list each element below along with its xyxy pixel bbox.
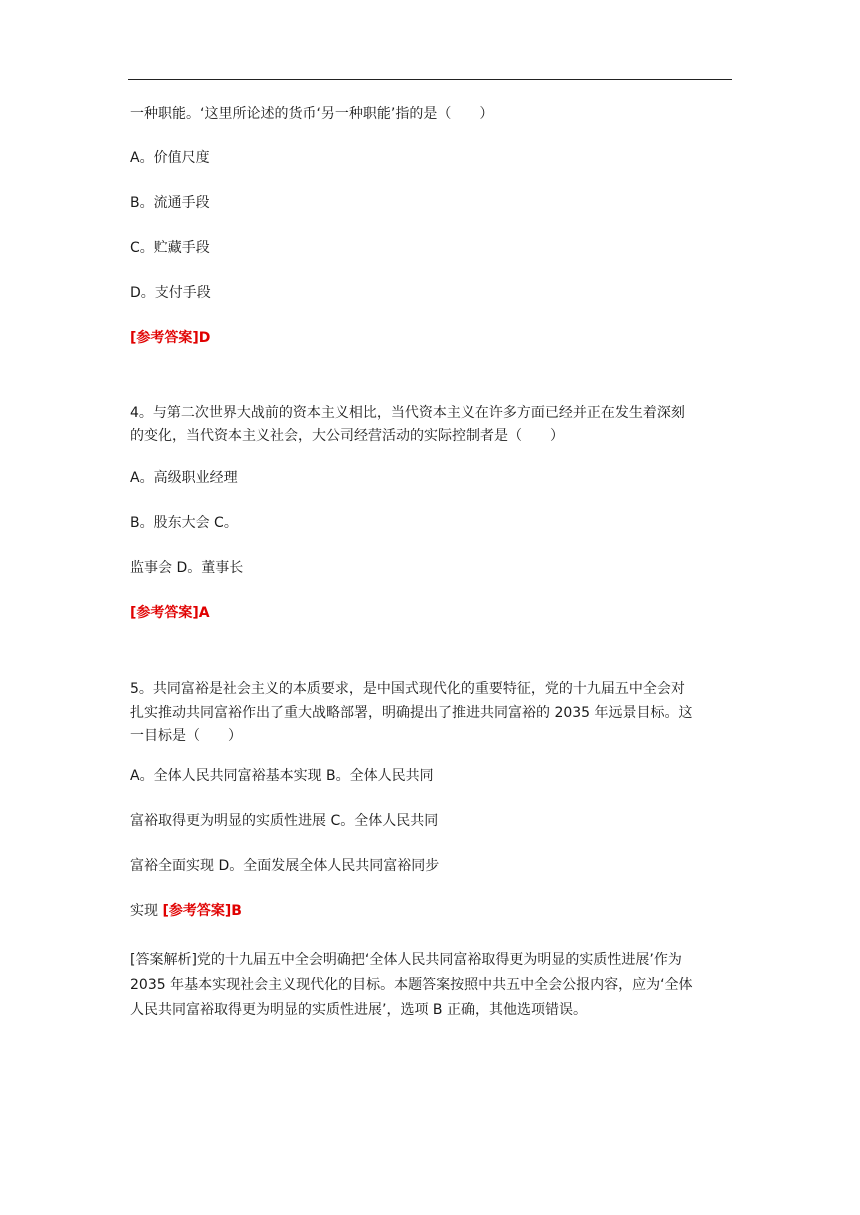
q5-option-line-3: 富裕全面实现 D。全面发展全体人民共同富裕同步	[130, 858, 440, 874]
q5-stem-line-3: 一目标是（ ）	[130, 728, 242, 744]
q3-answer: [参考答案]D	[130, 330, 211, 346]
q4-option-line-2: B。股东大会 C。	[130, 515, 238, 531]
q4-stem-line-2: 的变化，当代资本主义社会，大公司经营活动的实际控制者是（ ）	[130, 428, 564, 444]
q3-stem: 一种职能。‘这里所论述的货币‘另一种职能’指的是（ ）	[130, 106, 494, 122]
q4-stem-line-1: 4。与第二次世界大战前的资本主义相比，当代资本主义在许多方面已经并正在发生着深刻	[130, 405, 685, 421]
q5-stem-line-2: 扎实推动共同富裕作出了重大战略部署，明确提出了推进共同富裕的 2035 年远景目标。这	[130, 705, 693, 721]
q5-analysis-line-1: [答案解析]党的十九届五中全会明确把‘全体人民共同富裕取得更为明显的实质性进展’作为	[130, 952, 682, 968]
q5-option-line-1: A。全体人民共同富裕基本实现 B。全体人民共同	[130, 768, 434, 784]
q3-option-a: A。价值尺度	[130, 150, 210, 166]
q5-option-line-2: 富裕取得更为明显的实质性进展 C。全体人民共同	[130, 813, 439, 829]
q4-option-line-1: A。高级职业经理	[130, 470, 238, 486]
q3-option-b: B。流通手段	[130, 195, 210, 211]
q5-analysis-line-3: 人民共同富裕取得更为明显的实质性进展’，选项 B 正确，其他选项错误。	[130, 1002, 587, 1018]
q4-option-line-3: 监事会 D。董事长	[130, 560, 244, 576]
header-divider	[128, 79, 732, 80]
q5-analysis-line-2: 2035 年基本实现社会主义现代化的目标。本题答案按照中共五中全会公报内容，应为‘全体	[130, 977, 693, 993]
q5-answer-line	[130, 901, 740, 921]
q3-option-c: C。贮藏手段	[130, 240, 210, 256]
q5-answer: [参考答案]B	[162, 903, 242, 919]
q4-answer: [参考答案]A	[130, 605, 210, 621]
q5-stem-line-1: 5。共同富裕是社会主义的本质要求，是中国式现代化的重要特征，党的十九届五中全会对	[130, 681, 685, 697]
q3-option-d: D。支付手段	[130, 285, 211, 301]
q5-answer-prefix: 实现	[130, 903, 163, 919]
